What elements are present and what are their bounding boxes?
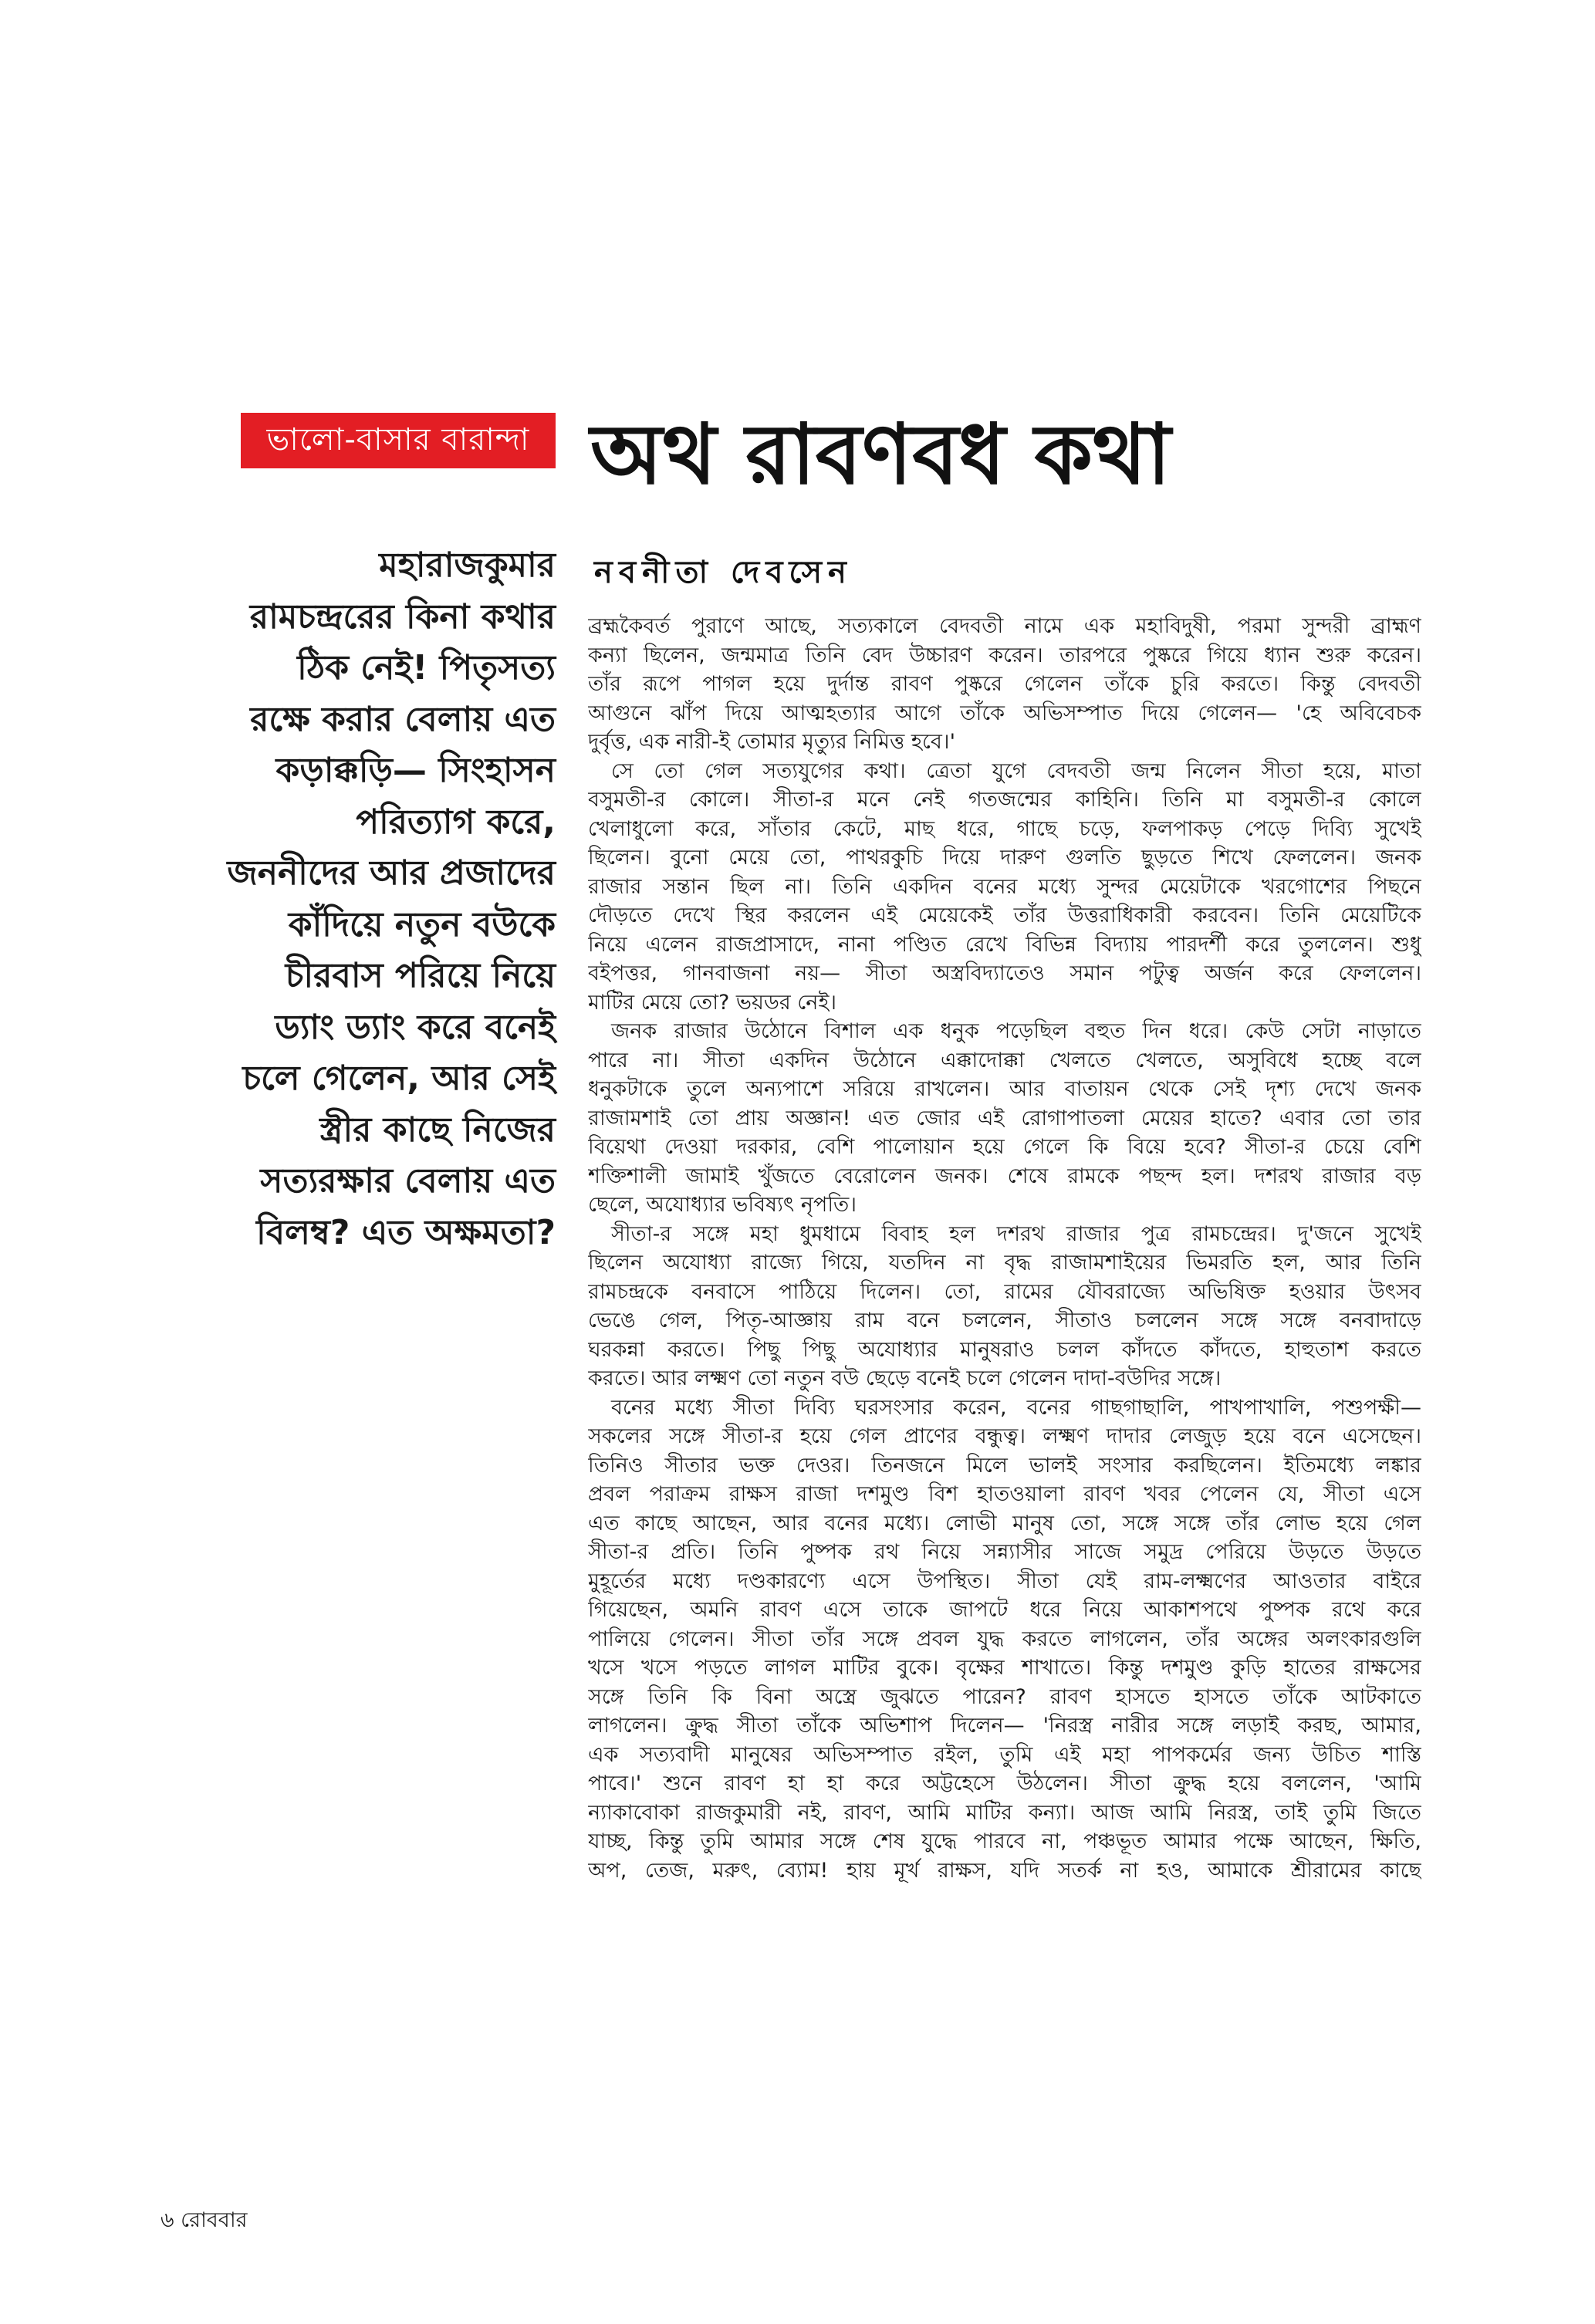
body-line: খসে খসে পড়তে লাগল মাটির বুকে। বৃক্ষের শাখাতে। কিন্তু দশমুণ্ড কুড়ি হাতের রাক্ষসের <box>588 1656 1421 1680</box>
author-byline: নবনীতা দেবসেন <box>594 555 853 590</box>
body-line: ঘরকন্না করতে। পিছু পিছু অযোধ্যার মানুষরাও চলল কাঁদতে কাঁদতে, হাহুতাশ করতে <box>588 1337 1421 1362</box>
body-line: বসুমতী-র কোলে। সীতা-র মনে নেই গতজন্মের কাহিনি। তিনি মা বসুমতী-র কোলে <box>588 788 1421 812</box>
pull-quote-line: বিলম্ব? এত অক্ষমতা? <box>256 1212 556 1252</box>
pull-quote-line: ঠিক নেই! পিতৃসত্য <box>297 648 556 687</box>
body-line: বনের মধ্যে সীতা দিব্যি ঘরসংসার করেন, বনের গাছগাছালি, পাখপাখালি, পশুপক্ষী— <box>611 1395 1421 1420</box>
body-line: ভেঙে গেল, পিতৃ-আজ্ঞায় রাম বনে চললেন, সীতাও চললেন সঙ্গে সঙ্গে বনবাদাড়ে <box>588 1309 1421 1333</box>
body-line: তাঁর রূপে পাগল হয়ে দুর্দান্ত রাবণ পুষ্করে গেলেন তাঁকে চুরি করতে। কিন্তু বেদবতী <box>588 672 1421 696</box>
body-line: রামচন্দ্রকে বনবাসে পাঠিয়ে দিলেন। তো, রামের যৌবরাজ্যে অভিষিক্ত হওয়ার উৎসব <box>588 1279 1421 1304</box>
pull-quote-line: রক্ষে করার বেলায় এত <box>250 699 556 739</box>
body-line: কন্যা ছিলেন, জন্মমাত্র তিনি বেদ উচ্চারণ করেন। তারপরে পুষ্করে গিয়ে ধ্যান শুরু করেন। <box>588 643 1421 667</box>
body-line: সে তো গেল সত্যযুগের কথা। ত্রেতা যুগে বেদবতী জন্ম নিলেন সীতা হয়ে, মাতা <box>611 758 1421 783</box>
body-line: সঙ্গে তিনি কি বিনা অস্ত্রে জুঝতে পারেন? রাবণ হাসতে হাসতে তাঁকে আটকাতে <box>588 1684 1421 1709</box>
body-line: পারে না। সীতা একদিন উঠোনে এক্কাদোক্কা খেলতে খেলতে, অসুবিধে হচ্ছে বলে <box>588 1048 1421 1072</box>
body-line: করতে। আর লক্ষ্মণ তো নতুন বউ ছেড়ে বনেই চলে গেলেন দাদা-বউদির সঙ্গে। <box>588 1366 1222 1390</box>
body-line: গিয়েছেন, অমনি রাবণ এসে তাকে জাপটে ধরে নিয়ে আকাশপথে পুষ্পক রথে করে <box>588 1598 1421 1622</box>
body-line: এত কাছে আছেন, আর বনের মধ্যে। লোভী মানুষ তো, সঙ্গে সঙ্গে তাঁর লোভ হয়ে গেল <box>588 1511 1421 1535</box>
body-line: মুহূর্তের মধ্যে দণ্ডকারণ্যে এসে উপস্থিত। সীতা যেই রাম-লক্ষ্মণের আওতার বাইরে <box>588 1569 1421 1593</box>
body-line: ছেলে, অযোধ্যার ভবিষ্যৎ নৃপতি। <box>588 1193 857 1217</box>
pull-quote <box>139 540 556 1258</box>
pull-quote-line: চলে গেলেন, আর সেই <box>242 1059 556 1098</box>
body-line: ছিলেন অযোধ্যা রাজ্যে গিয়ে, যতদিন না বৃদ্ধ রাজামশাইয়ের ভিমরতি হল, আর তিনি <box>588 1251 1421 1275</box>
body-line: রাজার সন্তান ছিল না। তিনি একদিন বনের মধ্যে সুন্দর মেয়েটাকে খরগোশের পিছনে <box>588 874 1421 899</box>
body-line: এক সত্যবাদী মানুষের অভিসম্পাত রইল, তুমি এই মহা পাপকর্মের জন্য উচিত শাস্তি <box>588 1742 1421 1767</box>
body-line: রাজামশাই তো প্রায় অজ্ঞান! এত জোর এই রোগাপাতলা মেয়ের হাতে? এবার তো তার <box>588 1106 1421 1130</box>
body-line: বিয়েথা দেওয়া দরকার, বেশি পালোয়ান হয়ে গেলে কি বিয়ে হবে? সীতা-র চেয়ে বেশি <box>588 1135 1421 1159</box>
body-line: যাচ্ছ, কিন্তু তুমি আমার সঙ্গে শেষ যুদ্ধে পারবে না, পঞ্চভূত আমার পক্ষে আছেন, ক্ষিতি, <box>588 1829 1421 1853</box>
article-title: অথ রাবণবধ কথা <box>590 407 1171 503</box>
article-body <box>588 612 1421 1885</box>
body-line: লাগলেন। ক্রুদ্ধ সীতা তাঁকে অভিশাপ দিলেন— 'নিরস্ত্র নারীর সঙ্গে লড়াই করছ, আমার, <box>588 1714 1421 1738</box>
body-line: ধনুকটাকে তুলে অন্যপাশে সরিয়ে রাখলেন। আর বাতায়ন থেকে সেই দৃশ্য দেখে জনক <box>588 1077 1421 1101</box>
pull-quote-line: পরিত্যাগ করে, <box>356 802 556 842</box>
body-line: তিনিও সীতার ভক্ত দেওর। তিনজনে মিলে ভালই সংসার করছিলেন। ইতিমধ্যে লঙ্কার <box>588 1453 1421 1478</box>
body-line: বইপত্তর, গানবাজনা নয়— সীতা অস্ত্রবিদ্যাতেও সমান পটুত্ব অর্জন করে ফেললেন। <box>588 961 1421 985</box>
pull-quote-line: সত্যরক্ষার বেলায় এত <box>260 1161 556 1201</box>
pull-quote-line: কাঁদিয়ে নতুন বউকে <box>288 904 556 944</box>
body-line: ন্যাকাবোকা রাজকুমারী নই, রাবণ, আমি মাটির কন্যা। আজ আমি নিরস্ত্র, তাই তুমি জিতে <box>588 1800 1421 1825</box>
body-line: সীতা-র সঙ্গে মহা ধুমধামে বিবাহ হল দশরথ রাজার পুত্র রামচন্দ্রের। দু'জনে সুখেই <box>611 1221 1421 1246</box>
body-line: সীতা-র প্রতি। তিনি পুষ্পক রথ নিয়ে সন্ন্যাসীর সাজে সমুদ্র পেরিয়ে উড়তে উড়তে <box>588 1540 1421 1564</box>
page-folio: ৬ রোববার <box>161 2208 248 2232</box>
pull-quote-line: জননীদের আর প্রজাদের <box>227 853 556 893</box>
body-line: ব্রহ্মকৈবর্ত পুরাণে আছে, সত্যকালে বেদবতী নামে এক মহাবিদুষী, পরমা সুন্দরী ব্রাহ্মণ <box>588 614 1421 638</box>
body-line: শক্তিশালী জামাই খুঁজতে বেরোলেন জনক। শেষে রামকে পছন্দ হল। দশরথ রাজার বড় <box>588 1164 1421 1188</box>
pull-quote-line: রামচন্দ্ররের কিনা কথার <box>249 596 556 637</box>
body-line: খেলাধুলো করে, সাঁতার কেটে, মাছ ধরে, গাছে চড়ে, ফলপাকড় পেড়ে দিব্যি সুখেই <box>588 816 1421 841</box>
pull-quote-line: ড্যাং ড্যাং করে বনেই <box>275 1007 556 1047</box>
body-line: অপ, তেজ, মরুৎ, ব্যোম! হায় মূর্খ রাক্ষস, যদি সতর্ক না হও, আমাকে শ্রীরামের কাছে <box>588 1858 1421 1883</box>
pull-quote-line: মহারাজকুমার <box>379 546 556 585</box>
body-line: পাবে।' শুনে রাবণ হা হা করে অট্টহেসে উঠলেন। সীতা ক্রুদ্ধ হয়ে বললেন, 'আমি <box>588 1772 1421 1795</box>
pull-quote-line: স্ত্রীর কাছে নিজের <box>319 1110 556 1150</box>
body-line: নিয়ে এলেন রাজপ্রাসাদে, নানা পণ্ডিত রেখে বিভিন্ন বিদ্যায় পারদর্শী করে তুললেন। শুধু <box>588 932 1421 957</box>
pull-quote-line: চীরবাস পরিয়ে নিয়ে <box>285 956 556 995</box>
section-label-badge: ভালো-বাসার বারান্দা <box>241 413 556 468</box>
body-line: সকলের সঙ্গে সীতা-র হয়ে গেল প্রাণের বন্ধুত্ব। লক্ষ্মণ দাদার লেজুড় হয়ে বনে এসেছেন। <box>588 1424 1421 1448</box>
body-line: দুর্বৃত্ত, এক নারী-ই তোমার মৃত্যুর নিমিত্ত হবে।' <box>588 730 955 754</box>
body-line: জনক রাজার উঠোনে বিশাল এক ধনুক পড়েছিল বহুত দিন ধরে। কেউ সেটা নাড়াতে <box>611 1019 1421 1043</box>
body-line: ছিলেন। বুনো মেয়ে তো, পাথরকুচি দিয়ে দারুণ গুলতি ছুড়তে শিখে ফেললেন। জনক <box>588 846 1421 870</box>
body-line: প্রবল পরাক্রম রাক্ষস রাজা দশমুণ্ড বিশ হাতওয়ালা রাবণ খবর পেলেন যে, সীতা এসে <box>588 1482 1421 1506</box>
body-line: দৌড়তে দেখে স্থির করলেন এই মেয়েকেই তাঁর উত্তরাধিকারী করবেন। তিনি মেয়েটিকে <box>588 904 1421 927</box>
body-line: মাটির মেয়ে তো? ভয়ডর নেই। <box>588 990 837 1015</box>
body-line: পালিয়ে গেলেন। সীতা তাঁর সঙ্গে প্রবল যুদ্ধ করতে লাগলেন, তাঁর অঙ্গের অলংকারগুলি <box>588 1626 1421 1651</box>
body-line: আগুনে ঝাঁপ দিয়ে আত্মহত্যার আগে তাঁকে অভিসম্পাত দিয়ে গেলেন— 'হে অবিবেচক <box>588 701 1421 725</box>
pull-quote-line: কড়াক্কড়ি— সিংহাসন <box>275 751 556 790</box>
